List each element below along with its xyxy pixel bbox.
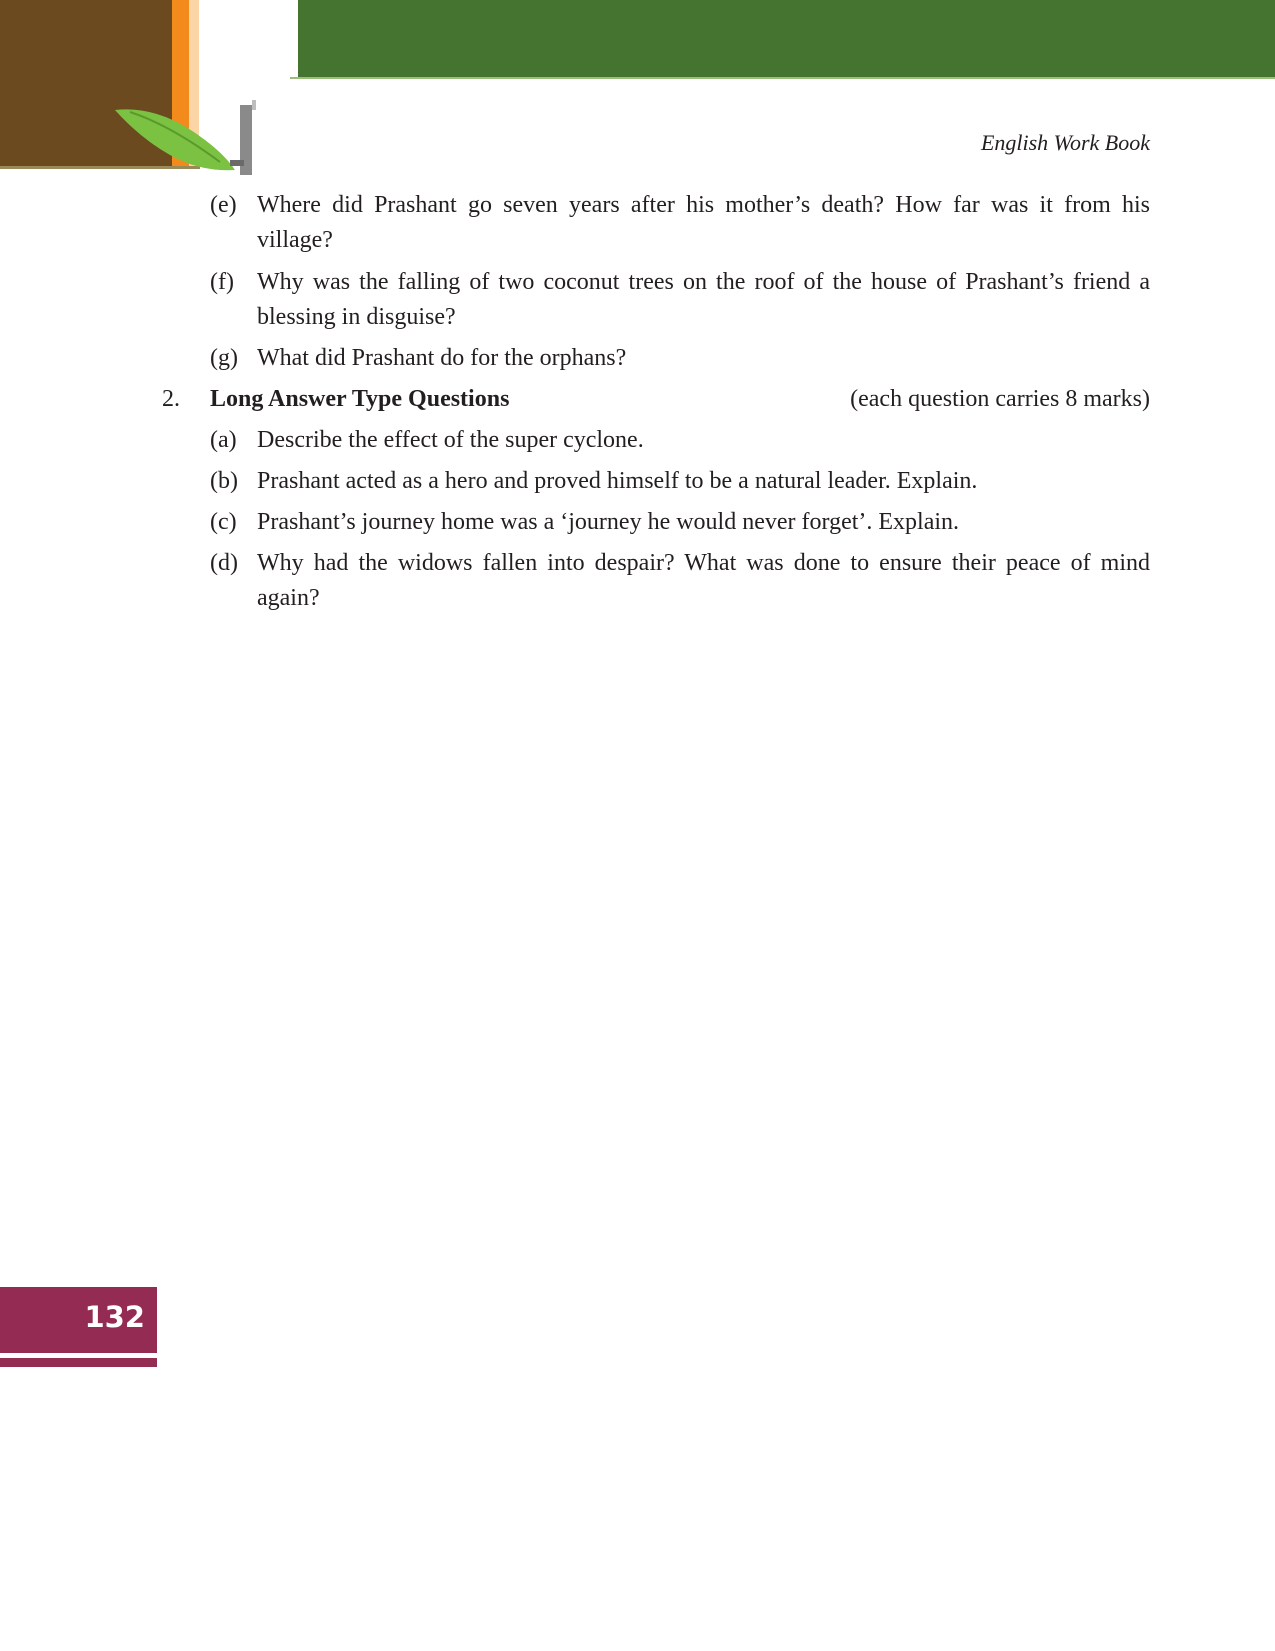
page-number: 132 [84, 1300, 145, 1334]
question-item-c [210, 505, 1150, 540]
question-item-d [210, 546, 1150, 616]
question-label: (d) [210, 550, 238, 576]
page-number-bar [0, 1358, 157, 1367]
question-item-g [210, 341, 1150, 376]
question-text: What did Prashant do for the orphans? [257, 345, 627, 371]
section-marks: (each question carries 8 marks) [850, 386, 1150, 412]
question-item-e [210, 188, 1150, 258]
question-label: (g) [210, 345, 238, 371]
question-text: Prashant acted as a hero and proved himself to be a natural leader. Explain. [257, 468, 978, 494]
question-item-a [210, 423, 1150, 458]
section-number: 2. [162, 386, 180, 412]
page-number-box [0, 1287, 157, 1353]
header-green-underline [290, 77, 1275, 79]
leaf-decoration-icon [110, 100, 280, 180]
question-text: Prashant’s journey home was a ‘journey he would never forget’. Explain. [257, 509, 960, 535]
question-item-b [210, 464, 1150, 499]
question-label: (c) [210, 509, 237, 535]
question-text: Where did Prashant go seven years after his mother’s death? How far was it from his village? [257, 192, 1150, 253]
section-title: Long Answer Type Questions [210, 386, 510, 412]
question-item-f [210, 265, 1150, 335]
question-label: (f) [210, 269, 234, 295]
question-text: Describe the effect of the super cyclone. [257, 427, 644, 453]
running-head: English Work Book [980, 130, 1150, 155]
question-text: Why was the falling of two coconut trees on the roof of the house of Prashant’s friend a blessing in disguise? [257, 269, 1150, 330]
question-label: (a) [210, 427, 237, 453]
header-green-band [298, 0, 1275, 77]
question-text: Why had the widows fallen into despair? What was done to ensure their peace of mind again? [257, 550, 1150, 611]
question-label: (e) [210, 192, 237, 218]
question-label: (b) [210, 468, 238, 494]
